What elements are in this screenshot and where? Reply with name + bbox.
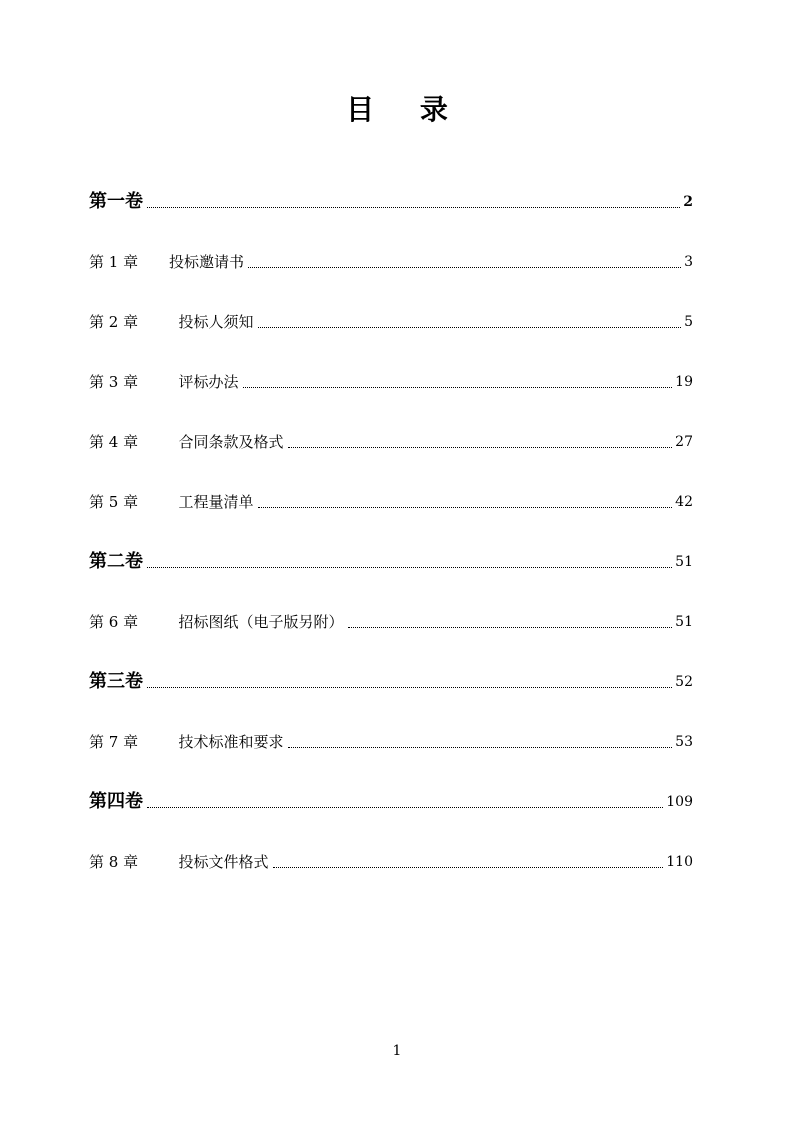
toc-page-number: 109	[666, 794, 693, 810]
toc-chapter-number: 第 2 章	[89, 313, 139, 331]
toc-dot-leader	[147, 566, 672, 568]
toc-entry-title: 第二卷	[89, 551, 143, 572]
toc-dot-leader	[288, 446, 673, 448]
toc-page-number: 110	[666, 854, 693, 870]
toc-dot-leader	[288, 746, 673, 748]
toc-dot-leader	[147, 206, 680, 208]
toc-chapter-number: 第 3 章	[89, 373, 139, 391]
toc-chapter-number: 第 8 章	[89, 853, 139, 871]
toc-page-number: 52	[675, 674, 693, 690]
toc-chapter-entry[interactable]	[89, 452, 693, 512]
toc-volume-entry[interactable]	[89, 512, 693, 572]
toc-dot-leader	[258, 326, 682, 328]
toc-entry-title: 第三卷	[89, 671, 143, 692]
toc-page-number: 5	[684, 314, 693, 330]
toc-entry-title: 投标人须知	[169, 313, 254, 331]
toc-chapter-number: 第 6 章	[89, 613, 139, 631]
toc-chapter-number: 第 1 章	[89, 253, 139, 271]
toc-page-number: 51	[675, 554, 693, 570]
toc-dot-leader	[258, 506, 673, 508]
toc-chapter-number: 第 7 章	[89, 733, 139, 751]
toc-chapter-entry[interactable]	[89, 392, 693, 452]
toc-chapter-number: 第 5 章	[89, 493, 139, 511]
toc-entry-title: 招标图纸（电子版另附）	[169, 613, 344, 631]
toc-entry-title: 技术标准和要求	[169, 733, 284, 751]
toc-chapter-entry[interactable]	[89, 812, 693, 872]
toc-entry-title: 工程量清单	[169, 493, 254, 511]
toc-chapter-number: 第 4 章	[89, 433, 139, 451]
toc-dot-leader	[147, 806, 663, 808]
toc-page-number: 2	[683, 194, 693, 210]
toc-dot-leader	[348, 626, 673, 628]
toc-entry-title: 投标文件格式	[169, 853, 269, 871]
toc-chapter-entry[interactable]	[89, 572, 693, 632]
toc-entry-title: 评标办法	[169, 373, 239, 391]
page-title: 目 录	[346, 93, 466, 126]
toc-volume-entry[interactable]	[89, 152, 693, 212]
toc-page-number: 3	[684, 254, 693, 270]
toc-dot-leader	[243, 386, 673, 388]
toc-volume-entry[interactable]	[89, 632, 693, 692]
toc-page-number: 27	[675, 434, 693, 450]
toc-page-number: 53	[675, 734, 693, 750]
toc-page-number: 42	[675, 494, 693, 510]
toc-entry-title: 投标邀请书	[169, 253, 245, 271]
toc-dot-leader	[147, 686, 672, 688]
toc-entry-title: 第一卷	[89, 191, 143, 212]
toc-chapter-entry[interactable]	[89, 332, 693, 392]
toc-volume-entry[interactable]	[89, 752, 693, 812]
toc-entry-title: 第四卷	[89, 791, 143, 812]
toc-chapter-entry[interactable]	[89, 212, 693, 272]
toc-dot-leader	[273, 866, 664, 868]
toc-chapter-entry[interactable]	[89, 272, 693, 332]
toc-chapter-entry[interactable]	[89, 692, 693, 752]
toc-page-number: 51	[675, 614, 693, 630]
toc-entry-title: 合同条款及格式	[169, 433, 284, 451]
footer-page-number: 1	[392, 1043, 402, 1059]
toc-dot-leader	[248, 266, 681, 268]
toc-page-number: 19	[675, 374, 693, 390]
table-of-contents	[89, 152, 693, 872]
